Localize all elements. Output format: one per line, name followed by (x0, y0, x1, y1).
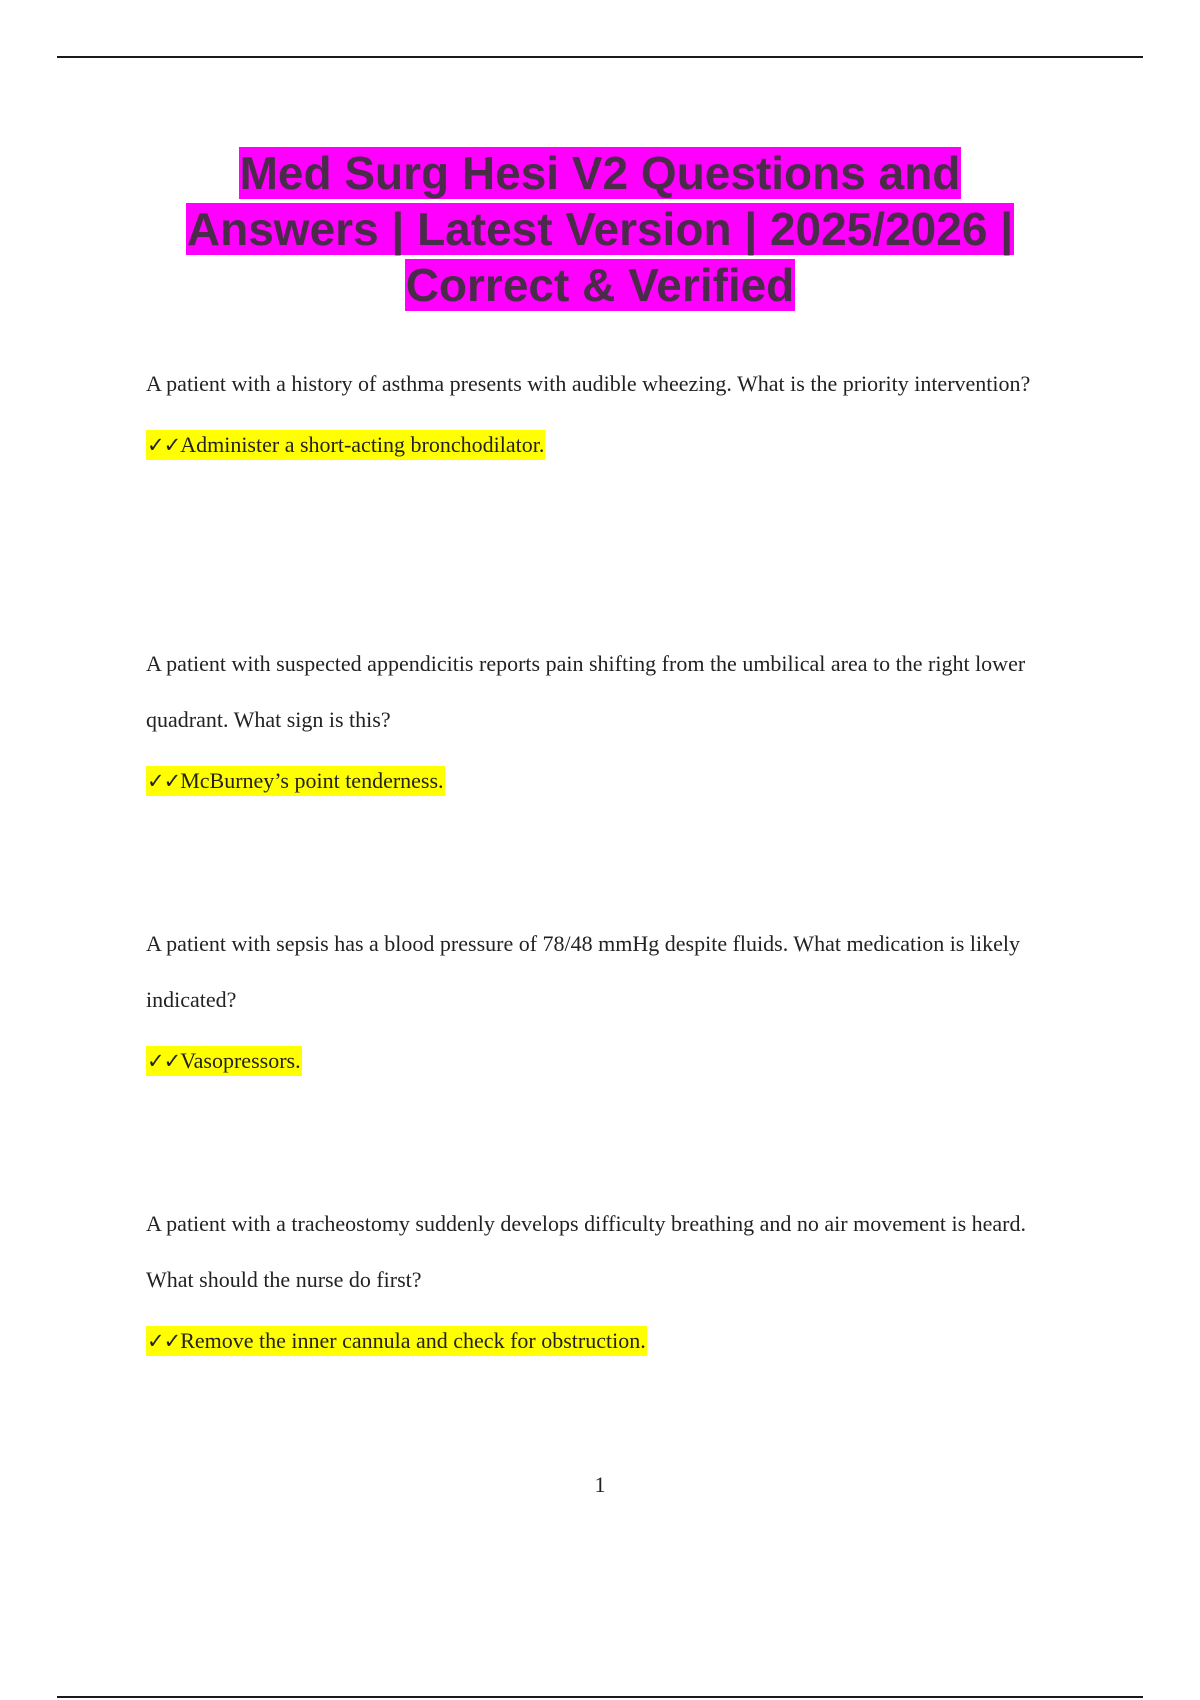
answer-text: Vasopressors. (180, 1048, 301, 1073)
title-line-3: Correct & Verified (405, 259, 795, 311)
answer-highlight (146, 1326, 647, 1356)
answer-highlight (146, 1046, 302, 1076)
qa-item-2 (146, 636, 1076, 796)
question-text: A patient with sepsis has a blood pressure of 78/48 mmHg despite fluids. What medication is likely indicated? (146, 931, 1020, 1012)
qa-item-3 (146, 916, 1076, 1076)
bottom-rule (57, 1696, 1143, 1698)
answer (146, 766, 1076, 796)
answer-highlight (146, 766, 445, 796)
qa-item-4 (146, 1196, 1076, 1356)
document-title (100, 145, 1100, 313)
double-check-icon: ✓✓ (147, 1049, 181, 1073)
answer-text: Administer a short-acting bronchodilator. (180, 432, 545, 457)
double-check-icon: ✓✓ (147, 769, 181, 793)
qa-item-1 (146, 356, 1076, 460)
top-rule (57, 56, 1143, 58)
answer (146, 430, 1076, 460)
question-text: A patient with suspected appendicitis reports pain shifting from the umbilical area to the right lower quadrant. What sign is this? (146, 651, 1026, 732)
answer-text: McBurney’s point tenderness. (180, 768, 444, 793)
answer-highlight (146, 430, 545, 460)
double-check-icon: ✓✓ (147, 1329, 181, 1353)
question-text: A patient with a tracheostomy suddenly develops difficulty breathing and no air movement is heard. What should the nurse do first? (146, 1211, 1026, 1292)
answer-text: Remove the inner cannula and check for obstruction. (180, 1328, 646, 1353)
answer (146, 1326, 1076, 1356)
question-text: A patient with a history of asthma presents with audible wheezing. What is the priority intervention? (146, 371, 1031, 396)
double-check-icon: ✓✓ (147, 433, 181, 457)
page-number: 1 (594, 1472, 606, 1497)
title-line-1: Med Surg Hesi V2 Questions and (239, 147, 961, 199)
answer (146, 1046, 1076, 1076)
title-line-2: Answers | Latest Version | 2025/2026 | (186, 203, 1014, 255)
